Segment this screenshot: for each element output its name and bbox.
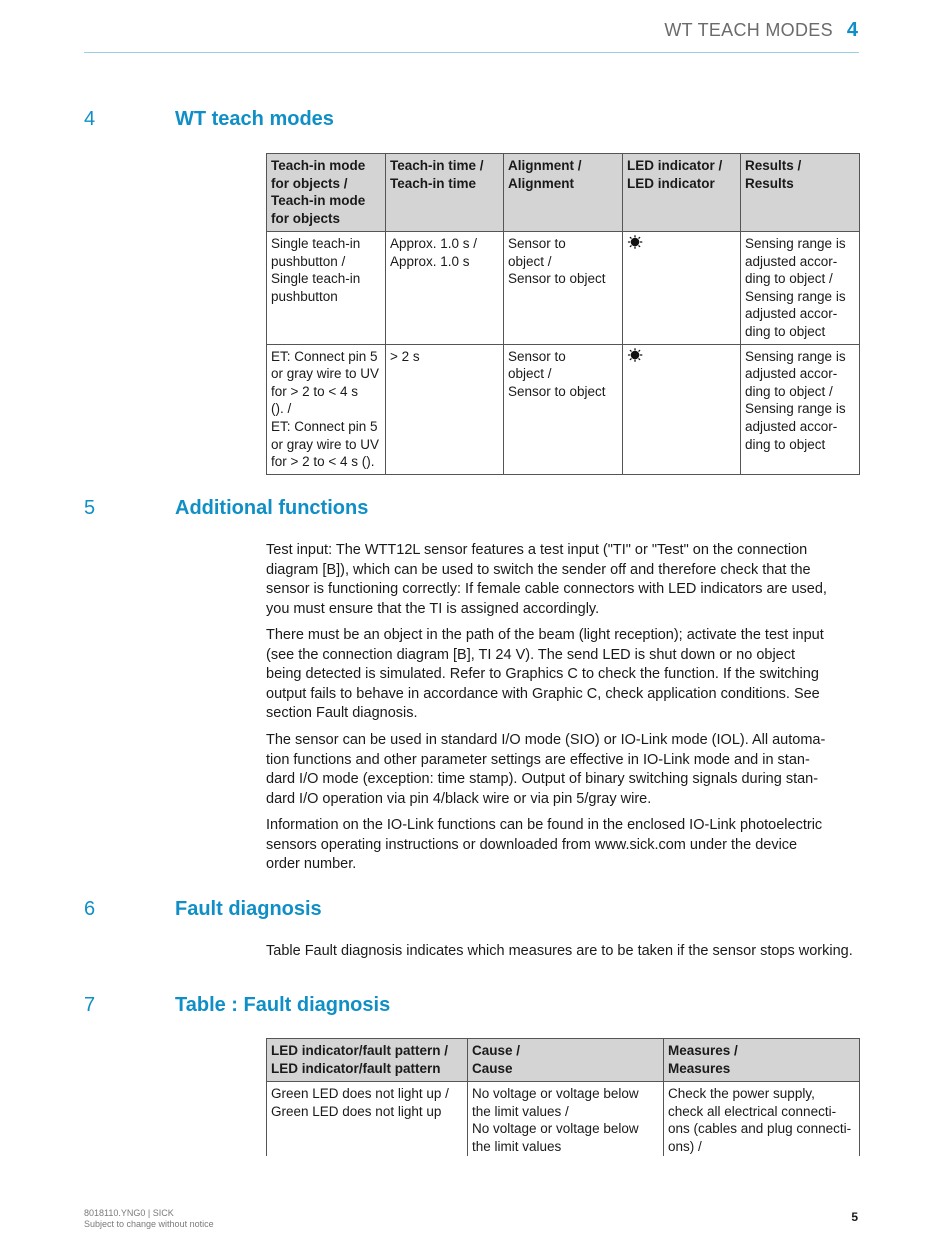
cell-led: [623, 344, 741, 474]
led-lit-icon: [627, 235, 645, 249]
cell-results: Sensing range is adjusted accor- ding to object / Sensing range is adjusted accor- ding to object: [741, 344, 860, 474]
paragraph-io-link-info: Information on the IO-Link functions can be found in the enclosed IO-Link photoelectric sensors operating instructions or downloaded from www.sick.com under the device order number.: [266, 817, 823, 872]
header-cell-cause: Cause / Cause: [468, 1039, 664, 1082]
table-header-row: [267, 1039, 860, 1082]
page-number: 5: [851, 1210, 858, 1224]
header-cell-results: Results / Results: [741, 154, 860, 232]
cell-mode: ET: Connect pin 5 or gray wire to UV for > 2 to < 4 s (). / ET: Connect pin 5 or gray wire to UV for > 2 to < 4 s ().: [267, 344, 386, 474]
section-5-number: 5: [84, 497, 96, 519]
header-cell-measures: Measures / Measures: [664, 1039, 860, 1082]
cell-mode: Single teach-in pushbutton / Single teach-in pushbutton: [267, 232, 386, 345]
cell-time: > 2 s: [386, 344, 504, 474]
section-4-number: 4: [84, 108, 96, 130]
header-rule: [84, 52, 859, 53]
table-row: [267, 232, 860, 345]
header-cell-led: LED indicator / LED indicator: [623, 154, 741, 232]
header-cell-teach-mode: Teach-in mode for objects / Teach-in mode for objects: [267, 154, 386, 232]
cell-led: [623, 232, 741, 345]
footer-notice: Subject to change without notice: [84, 1219, 214, 1229]
section-4-title: WT teach modes: [175, 108, 334, 130]
cell-alignment: Sensor to object / Sensor to object: [504, 232, 623, 345]
table-row: [267, 1082, 860, 1157]
section-7-number: 7: [84, 994, 96, 1016]
section-6-title: Fault diagnosis: [175, 898, 322, 920]
header-chapter-number: 4: [846, 18, 858, 41]
paragraph-io-modes: The sensor can be used in standard I/O mode (SIO) or IO-Link mode (IOL). All automa- tion functions and other parameter settings are effective in IO-Link mode and in stan- dard I/O mode (exception: time stamp). Output of binary switching signals during stan- dard I/O operation via pin 4/black wire or via pin 5/gray wire.: [266, 732, 826, 807]
cell-alignment: Sensor to object / Sensor to object: [504, 344, 623, 474]
cell-cause: No voltage or voltage below the limit values / No voltage or voltage below the limit values: [468, 1082, 664, 1157]
table-header-row: [267, 154, 860, 232]
header-cell-alignment: Alignment / Alignment: [504, 154, 623, 232]
header-cell-fault-pattern: LED indicator/fault pattern / LED indicator/fault pattern: [267, 1039, 468, 1082]
table-row: [267, 344, 860, 474]
header-cell-teach-time: Teach-in time / Teach-in time: [386, 154, 504, 232]
cell-measures: Check the power supply, check all electrical connecti- ons (cables and plug connecti- ons) /: [664, 1082, 860, 1157]
cell-results: Sensing range is adjusted accor- ding to object / Sensing range is adjusted accor- ding to object: [741, 232, 860, 345]
footer-doc-id: 8018110.YNG0 | SICK: [84, 1208, 174, 1218]
paragraph-test-input: Test input: The WTT12L sensor features a test input ("TI" or "Test" on the connection diagram [B]), which can be used to switch the sender off and therefore check that the sensor is functioning correctly: If female cable connectors with LED indicators are used, you must ensure that the TI is assigned accordingly.: [266, 542, 827, 617]
teach-modes-table: [266, 153, 860, 475]
led-lit-icon: [627, 348, 645, 362]
page-footer: [84, 1208, 214, 1230]
cell-time: Approx. 1.0 s / Approx. 1.0 s: [386, 232, 504, 345]
paragraph-fault-intro: Table Fault diagnosis indicates which measures are to be taken if the sensor stops working.: [266, 943, 853, 959]
cell-fault-pattern: Green LED does not light up / Green LED does not light up: [267, 1082, 468, 1157]
paragraph-beam-object: There must be an object in the path of the beam (light reception); activate the test input (see the connection diagram [B], TI 24 V). The send LED is shut down or no object being detected is simulated. Refer to Graphics C to check the function. If the switching output fails to behave in accordance with Graphic C, check application conditions. See section Fault diagnosis.: [266, 627, 824, 721]
section-7-title: Table : Fault diagnosis: [175, 994, 391, 1016]
section-5-title: Additional functions: [175, 497, 369, 519]
fault-table-clip: [266, 1038, 860, 1156]
header-title: WT TEACH MODES: [664, 19, 833, 40]
section-6-number: 6: [84, 898, 96, 920]
page-header: [664, 14, 858, 46]
fault-diagnosis-table: [266, 1038, 860, 1156]
